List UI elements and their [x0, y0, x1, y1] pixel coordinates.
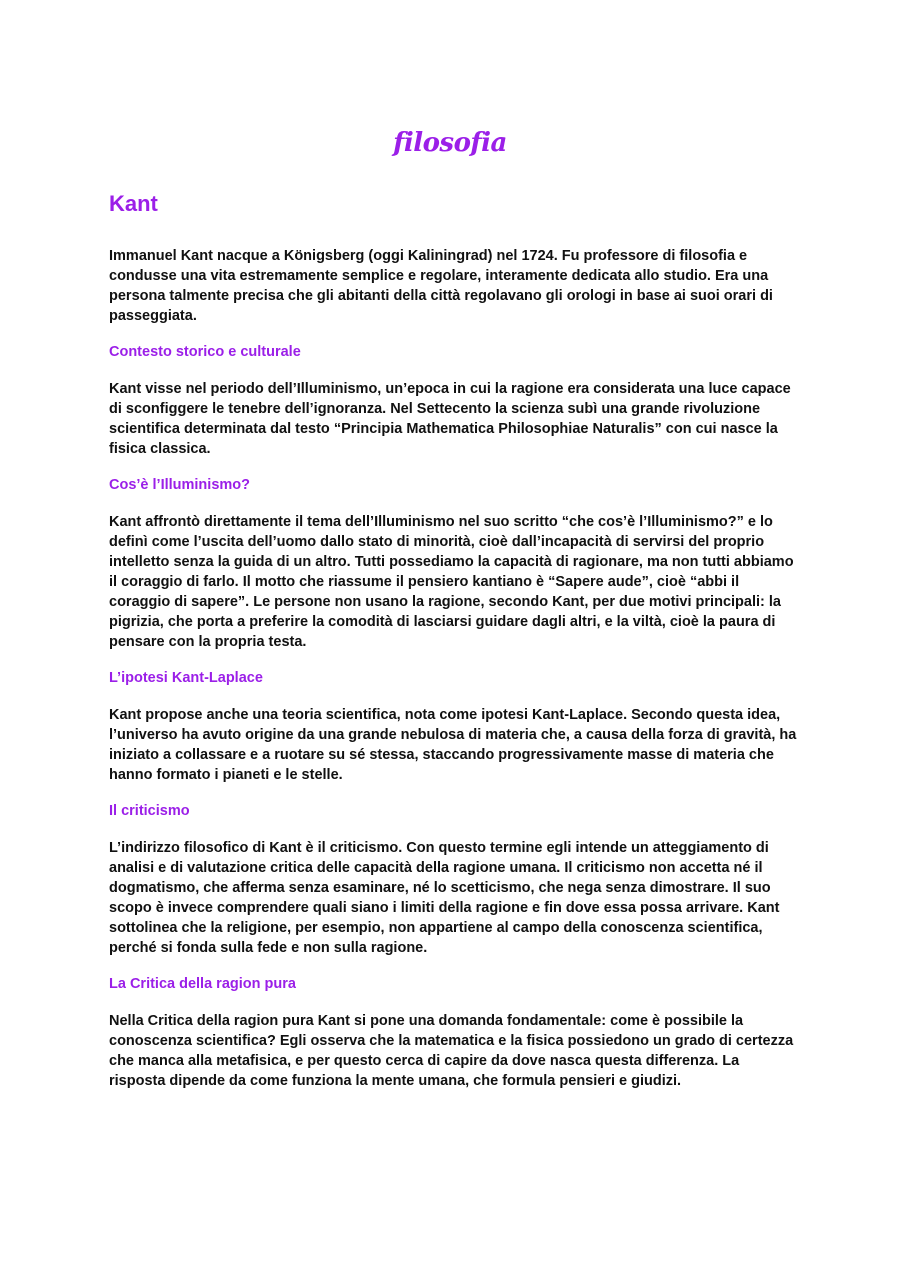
section-body-criticismo: L’indirizzo filosofico di Kant è il criticismo. Con questo termine egli intende un atteggiamento di analisi e di valutazione critica delle capacità della ragione umana. Il criticismo non accetta né il dogmatismo, che afferma senza esaminare, né lo scetticismo, che nega senza dimostrare. Il suo scopo è invece comprendere quali siano i limiti della ragione e fin dove essa possa arrivare. Kant sottolinea che la religione, per esempio, non appartiene al campo della conoscenza scientifica, perché si fonda sulla fede e non sulla ragione. — [109, 840, 780, 956]
section-heading-kant-laplace: L’ipotesi Kant-Laplace — [109, 670, 263, 686]
section-body-kant-laplace: Kant propose anche una teoria scientifica, nota come ipotesi Kant-Laplace. Secondo questa idea, l’universo ha avuto origine da una grande nebulosa di materia che, a causa della forza di gravità, ha iniziato a collassare e a ruotare su sé stessa, staccando progressivamente masse di materia che hanno formato i pianeti e le stelle. — [109, 707, 797, 783]
intro-paragraph: Immanuel Kant nacque a Königsberg (oggi Kaliningrad) nel 1724. Fu professore di filosofia e condusse una vita estremamente semplice e regolare, interamente dedicata allo studio. Era una persona talmente precisa che gli abitanti della città regolavano gli orologi in base ai suoi orari di passeggiata. — [109, 248, 773, 324]
section-heading-illuminismo: Cos’è l’Illuminismo? — [109, 477, 250, 493]
section-body-illuminismo: Kant affrontò direttamente il tema dell’Illuminismo nel suo scritto “che cos’è l’Illuminismo?” e lo definì come l’uscita dell’uomo dallo stato di minorità, cioè dall’incapacità di servirsi del proprio intelletto senza la guida di un altro. Tutti possediamo la capacità di ragionare, ma non tutti abbiamo il coraggio di farlo. Il motto che riassume il pensiero kantiano è “Sapere aude”, cioè “abbi il coraggio di sapere”. Le persone non usano la ragione, secondo Kant, per due motivi principali: la pigrizia, che porta a preferire la comodità di lasciarsi guidare dagli altri, e la viltà, cioè la paura di pensare con la propria testa. — [109, 514, 794, 650]
page-title: Kant — [109, 191, 158, 216]
section-heading-criticismo: Il criticismo — [109, 803, 190, 819]
header-title: filosofia — [393, 128, 507, 158]
section-body-critica-ragion-pura: Nella Critica della ragion pura Kant si pone una domanda fondamentale: come è possibile la conoscenza scientifica? Egli osserva che la matematica e la fisica possiedono un grado di certezza che manca alla metafisica, e per questo cerca di capire da dove nasca questa differenza. La risposta dipende da come funziona la mente umana, che formula pensieri e giudizi. — [109, 1013, 794, 1089]
section-heading-critica-ragion-pura: La Critica della ragion pura — [109, 976, 296, 992]
document-header — [0, 128, 900, 158]
section-body-contesto: Kant visse nel periodo dell’Illuminismo, un’epoca in cui la ragione era considerata una luce capace di sconfiggere le tenebre dell’ignoranza. Nel Settecento la scienza subì una grande rivoluzione scientifica determinata dal testo “Principia Mathematica Philosophiae Naturalis” con cui nasce la fisica classica. — [109, 381, 791, 457]
document-body — [109, 188, 799, 1107]
section-heading-contesto: Contesto storico e culturale — [109, 344, 301, 360]
